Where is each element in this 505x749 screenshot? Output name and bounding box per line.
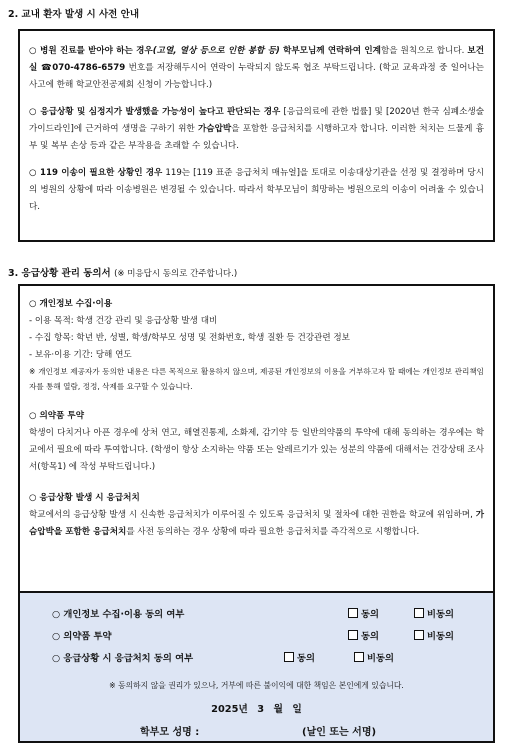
- privacy-section: ○ 개인정보 수집·이용 - 이용 목적: 학생 건강 관리 및 응급상황 발생 대비 - 수집 항목: 학년 반, 성별, 학생/학부모 성명 및 전화번호, 학생 질환 등 건강관련 정보 - 보유·이용 기간: 당해 연도 ※ 개인정보 제공자가 동의한 내용은 다른 목적으로 활용하지 않으며, 제공된 개인정보의 이용을 거부하고자 할 때에는 개인정보 관리책임자를 통해 열람, 정정, 삭제를 요구할 수 있습니다.: [29, 299, 484, 391]
- section3-heading: 3. 응급상황 관리 동의서 (※ 미응답시 동의로 간주합니다.): [8, 268, 238, 279]
- checkbox-icon: [414, 608, 424, 618]
- emergency-agree-checkbox[interactable]: 동의: [284, 651, 315, 667]
- medicine-disagree-checkbox[interactable]: 비동의: [414, 629, 454, 645]
- consent-row-privacy: ○ 개인정보 수집·이용 동의 여부 동의 비동의: [52, 607, 493, 623]
- consent-row-medicine: ○ 의약품 투약 동의 비동의: [52, 629, 493, 645]
- cardiac-arrest-paragraph: ○ 응급상황 및 심정지가 발생했을 가능성이 높다고 판단되는 경우 [응급의료에 관한 법률] 및 [2020년 한국 심폐소생술 가이드라인]에 근거하여 생명을 구하기 위한 가슴압박을 포함한 응급처치를 시행하고자 합니다. 이러한 처치는 드물게 흉부 및 복부 손상 등과 같은 부작용을 초래할 수 있습니다.: [29, 107, 485, 151]
- checkbox-icon: [348, 630, 358, 640]
- medicine-agree-checkbox[interactable]: 동의: [348, 629, 379, 645]
- checkbox-icon: [348, 608, 358, 618]
- emergency-section: ○ 응급상황 발생 시 응급처치 학교에서의 응급상황 발생 시 신속한 응급처치가 이루어질 수 있도록 응급처치 및 절차에 대한 권한을 학교에 위임하며, 가슴압박을 포함한 응급처치를 사전 동의하는 경우 상황에 따라 필요한 응급처치를 즉각적으로 시행합니다.: [29, 493, 484, 537]
- hospital-notice-box: [18, 29, 495, 242]
- checkbox-icon: [354, 652, 364, 662]
- emergency-disagree-checkbox[interactable]: 비동의: [354, 651, 394, 667]
- section2-heading: 2. 교내 환자 발생 시 사전 안내: [8, 9, 140, 20]
- parent-name-label: 학부모 성명 :: [140, 727, 200, 738]
- medicine-section: ○ 의약품 투약 학생이 다치거나 아픈 경우에 상처 연고, 해열진통제, 소화제, 감기약 등 일반의약품의 투약에 대해 동의하는 경우에는 학교에서 필요에 따라 투여합니다. (학생이 항상 소지하는 약품 또는 알레르기가 있는 성분의 약품에 대해서는 건강상태 조사서(항목1) 에 작성 부탁드립니다.): [29, 411, 484, 472]
- signature-field[interactable]: (날인 또는 서명): [302, 727, 377, 738]
- hospital-visit-paragraph: ○ 병원 진료를 받아야 하는 경우(고열, 열상 등으로 인한 봉합 등) 학부모님께 연락하여 인계함을 원칙으로 합니다. 보건실 ☎070-4786-6579 번호를 저장해두시어 연락이 누락되지 않도록 협조 부탁드립니다. (학교 교육과정 중 일어나는 사고에 한해 학교안전공제회 신청이 가능합니다.): [29, 46, 485, 90]
- nurse-office-phone: 보건실 ☎070-4786-6579: [29, 46, 485, 73]
- signature-date[interactable]: 2025년 3 월 일: [211, 704, 302, 715]
- ambulance-paragraph: ○ 119 이송이 필요한 상황인 경우 119는 [119 표준 응급처치 매뉴얼]을 토대로 이송대상기관을 선정 및 결정하며 당시의 병원의 상황에 따라 이송병원은 변경될 수 있습니다. 따라서 학부모님이 희망하는 병원으로의 이송이 어려울 수 있습니다.: [29, 168, 485, 212]
- privacy-agree-checkbox[interactable]: 동의: [348, 607, 379, 623]
- waiver-notice: ※ 동의하지 않을 권리가 있으나, 거부에 따른 불이익에 대한 책임은 본인에게 있습니다.: [109, 681, 404, 690]
- privacy-disagree-checkbox[interactable]: 비동의: [414, 607, 454, 623]
- checkbox-icon: [414, 630, 424, 640]
- consent-panel: [20, 591, 493, 741]
- consent-form-box: [18, 284, 495, 743]
- consent-row-emergency: ○ 응급상황 시 응급처치 동의 여부 동의 비동의: [52, 651, 493, 667]
- checkbox-icon: [284, 652, 294, 662]
